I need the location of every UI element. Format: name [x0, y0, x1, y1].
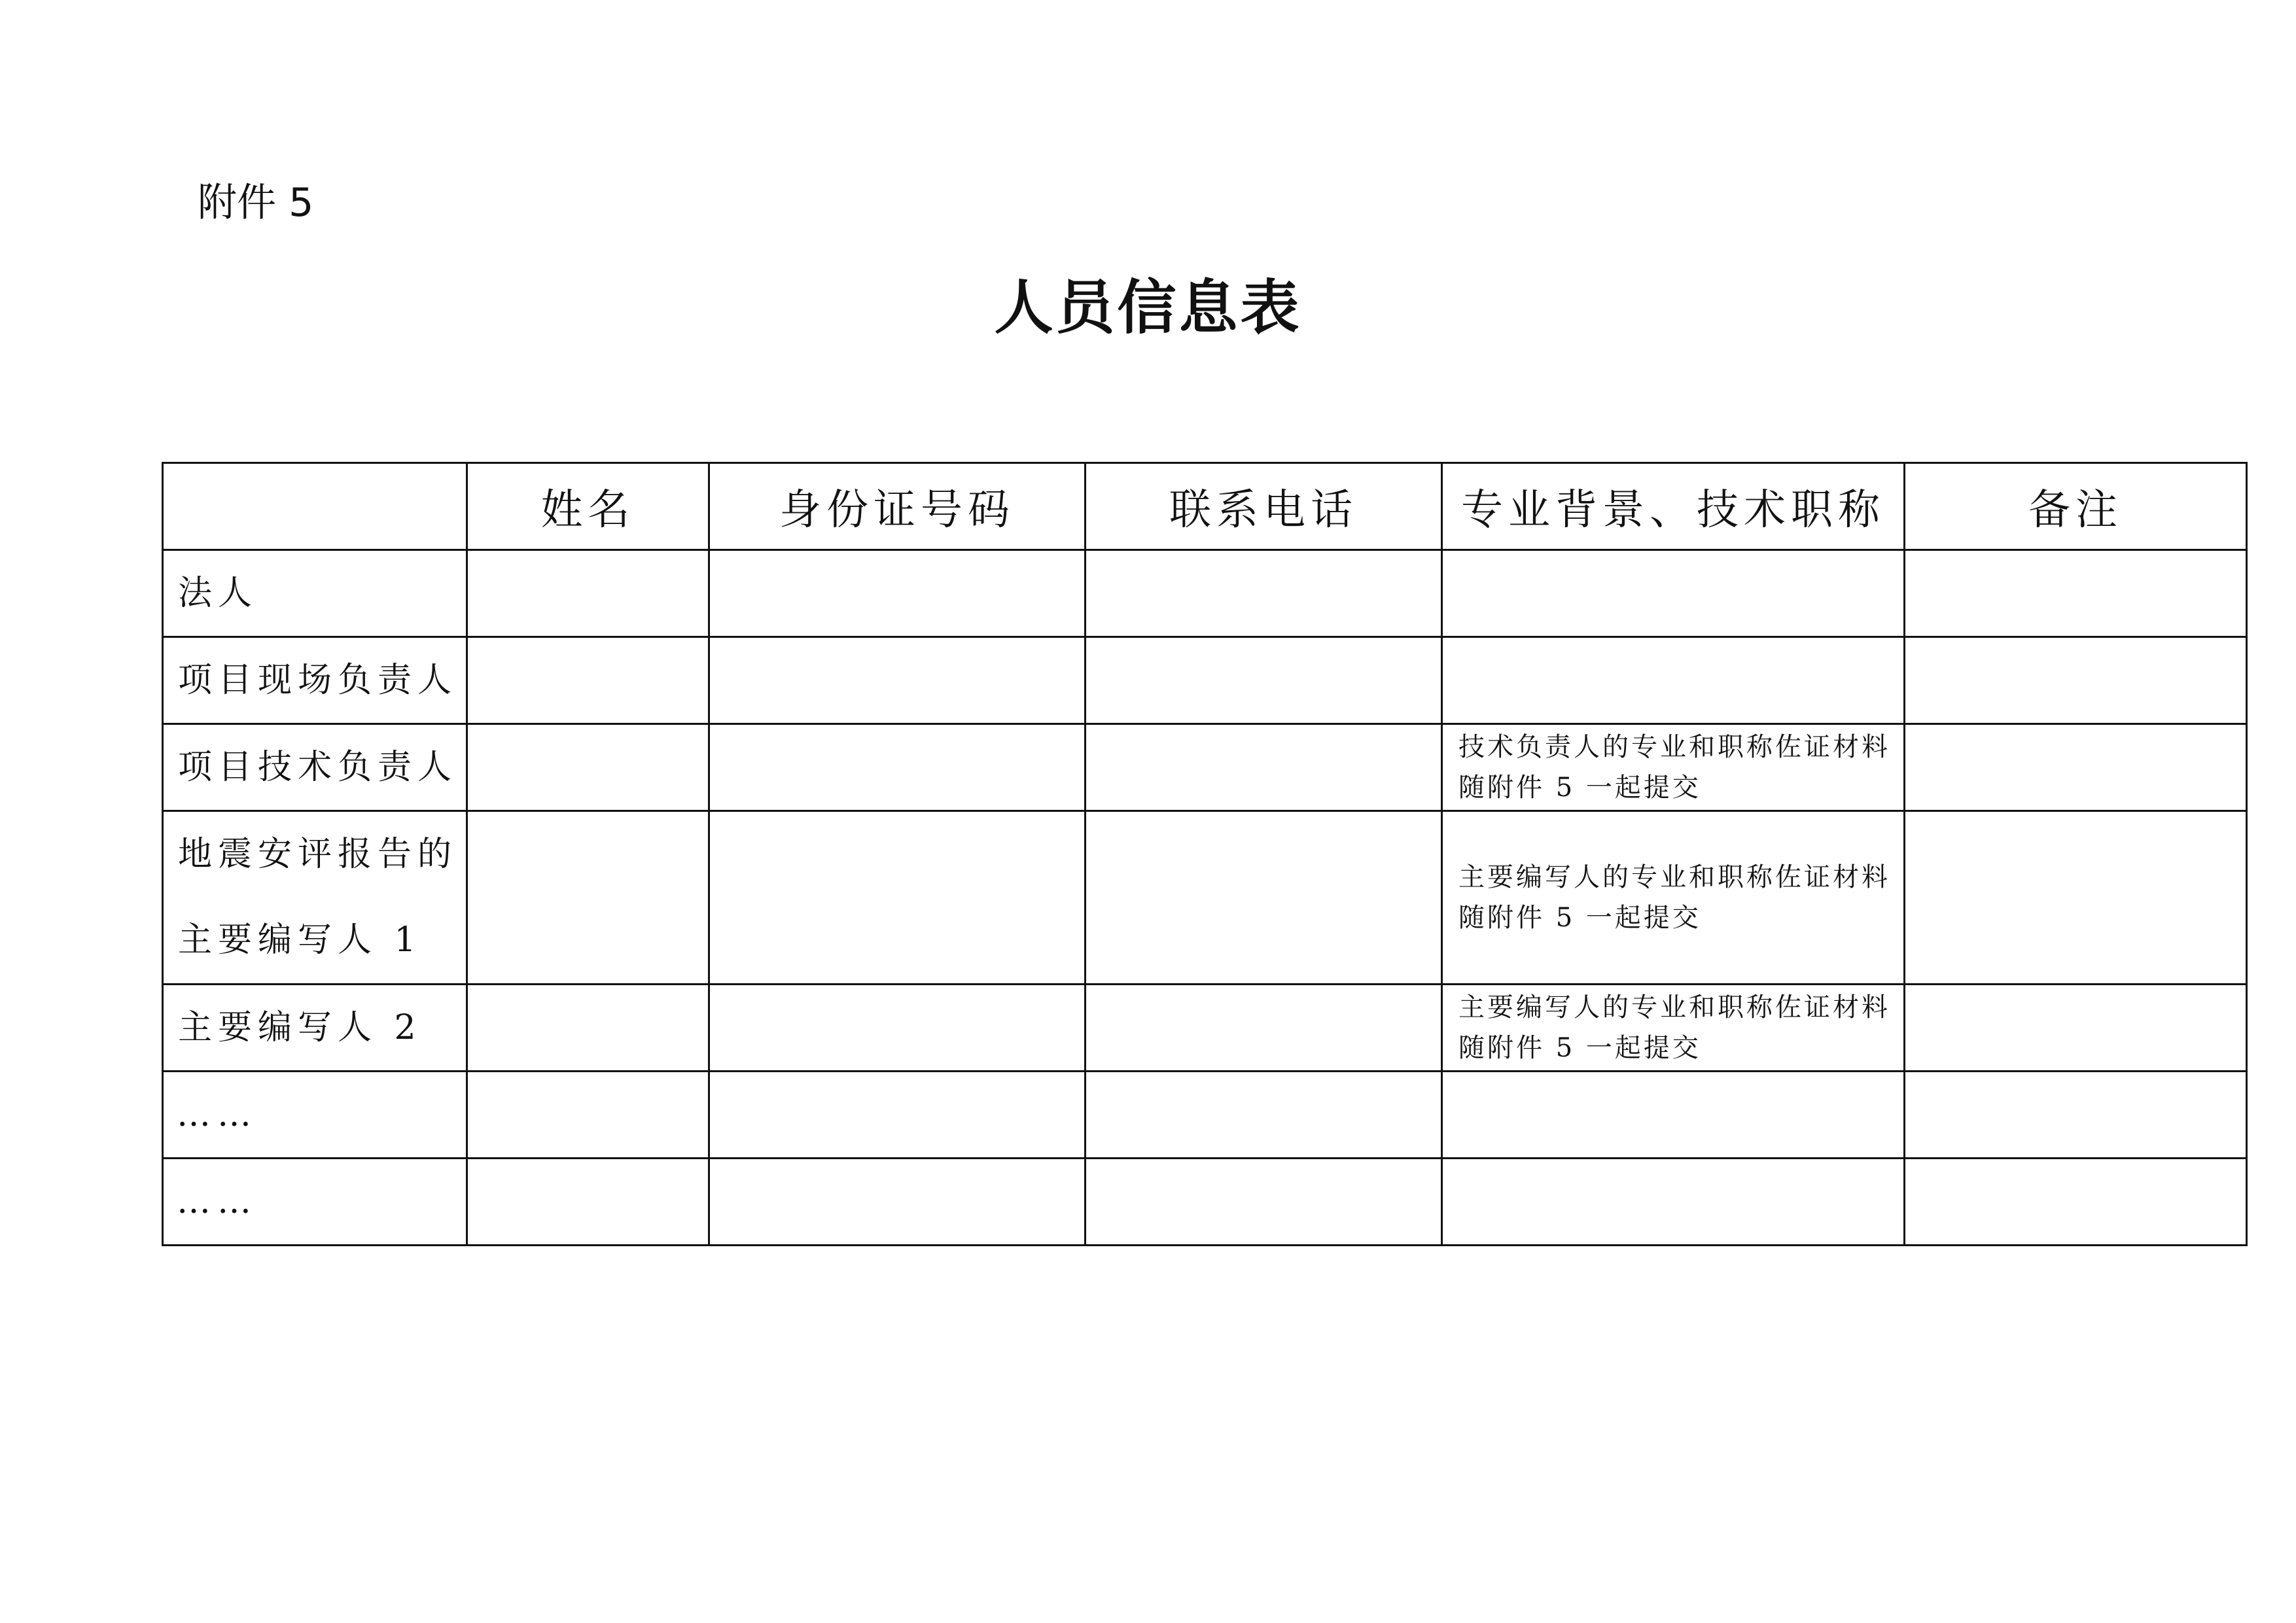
id-number-cell[interactable] [709, 811, 1086, 985]
table-row [163, 985, 2247, 1072]
remarks-cell[interactable] [1905, 550, 2247, 637]
role-cell [163, 637, 467, 724]
phone-cell[interactable] [1086, 724, 1442, 811]
id-number-cell[interactable] [709, 724, 1086, 811]
remarks-cell[interactable] [1905, 811, 2247, 985]
qualification-cell[interactable] [1442, 550, 1905, 637]
phone-cell[interactable] [1086, 985, 1442, 1072]
phone-cell[interactable] [1086, 1072, 1442, 1159]
continuation-ellipsis: …… [177, 1095, 258, 1134]
role-label-line: 主要编写人 1 [178, 920, 422, 960]
role-label: 项目现场负责人 [178, 661, 458, 700]
phone-cell[interactable] [1086, 1159, 1442, 1246]
phone-cell[interactable] [1086, 637, 1442, 724]
personnel-table [162, 462, 2248, 1246]
qualification-cell[interactable] [1442, 1159, 1905, 1246]
qualification-note-line: 技术负责人的专业和职称佐证材料 [1458, 732, 1890, 762]
table-row [163, 1072, 2247, 1159]
role-label: 项目技术负责人 [178, 748, 458, 787]
header-cell-qualification: 专业背景、技术职称 [1442, 463, 1905, 550]
role-label: 主要编写人 2 [178, 1008, 422, 1047]
role-label: 法人 [178, 574, 258, 613]
qualification-cell[interactable] [1442, 811, 1905, 985]
remarks-cell[interactable] [1905, 724, 2247, 811]
id-number-cell[interactable] [709, 985, 1086, 1072]
table-row [163, 1159, 2247, 1246]
role-cell [163, 811, 467, 985]
role-cell [163, 1159, 467, 1246]
id-number-cell[interactable] [709, 637, 1086, 724]
table-row [163, 724, 2247, 811]
role-cell [163, 550, 467, 637]
qualification-note-line: 主要编写人的专业和职称佐证材料 [1458, 992, 1890, 1022]
id-number-cell[interactable] [709, 550, 1086, 637]
qualification-note-line: 主要编写人的专业和职称佐证材料 [1458, 862, 1890, 892]
header-cell-blank [163, 463, 467, 550]
name-cell[interactable] [467, 1159, 709, 1246]
qualification-cell[interactable] [1442, 1072, 1905, 1159]
table-row [163, 811, 2247, 985]
phone-cell[interactable] [1086, 811, 1442, 985]
remarks-cell[interactable] [1905, 1072, 2247, 1159]
name-cell[interactable] [467, 811, 709, 985]
remarks-cell[interactable] [1905, 637, 2247, 724]
remarks-cell[interactable] [1905, 1159, 2247, 1246]
table-row [163, 550, 2247, 637]
header-cell-name: 姓名 [467, 463, 709, 550]
continuation-ellipsis: …… [177, 1182, 258, 1221]
table-row [163, 637, 2247, 724]
attachment-label: 附件 5 [198, 180, 314, 226]
table-header-row [163, 463, 2247, 550]
name-cell[interactable] [467, 985, 709, 1072]
name-cell[interactable] [467, 637, 709, 724]
page-title: 人员信息表 [994, 273, 1302, 342]
name-cell[interactable] [467, 724, 709, 811]
qualification-cell[interactable] [1442, 637, 1905, 724]
name-cell[interactable] [467, 550, 709, 637]
id-number-cell[interactable] [709, 1072, 1086, 1159]
role-cell [163, 724, 467, 811]
phone-cell[interactable] [1086, 550, 1442, 637]
header-cell-id-number: 身份证号码 [709, 463, 1086, 550]
role-cell [163, 985, 467, 1072]
qualification-note-line: 随附件 5 一起提交 [1458, 903, 1701, 933]
qualification-cell[interactable] [1442, 724, 1905, 811]
header-cell-phone: 联系电话 [1086, 463, 1442, 550]
name-cell[interactable] [467, 1072, 709, 1159]
header-cell-remarks: 备注 [1905, 463, 2247, 550]
remarks-cell[interactable] [1905, 985, 2247, 1072]
id-number-cell[interactable] [709, 1159, 1086, 1246]
qualification-note-line: 随附件 5 一起提交 [1458, 773, 1701, 803]
role-cell [163, 1072, 467, 1159]
qualification-note-line: 随附件 5 一起提交 [1458, 1033, 1701, 1063]
qualification-cell[interactable] [1442, 985, 1905, 1072]
role-label-line: 地震安评报告的 [178, 835, 458, 874]
